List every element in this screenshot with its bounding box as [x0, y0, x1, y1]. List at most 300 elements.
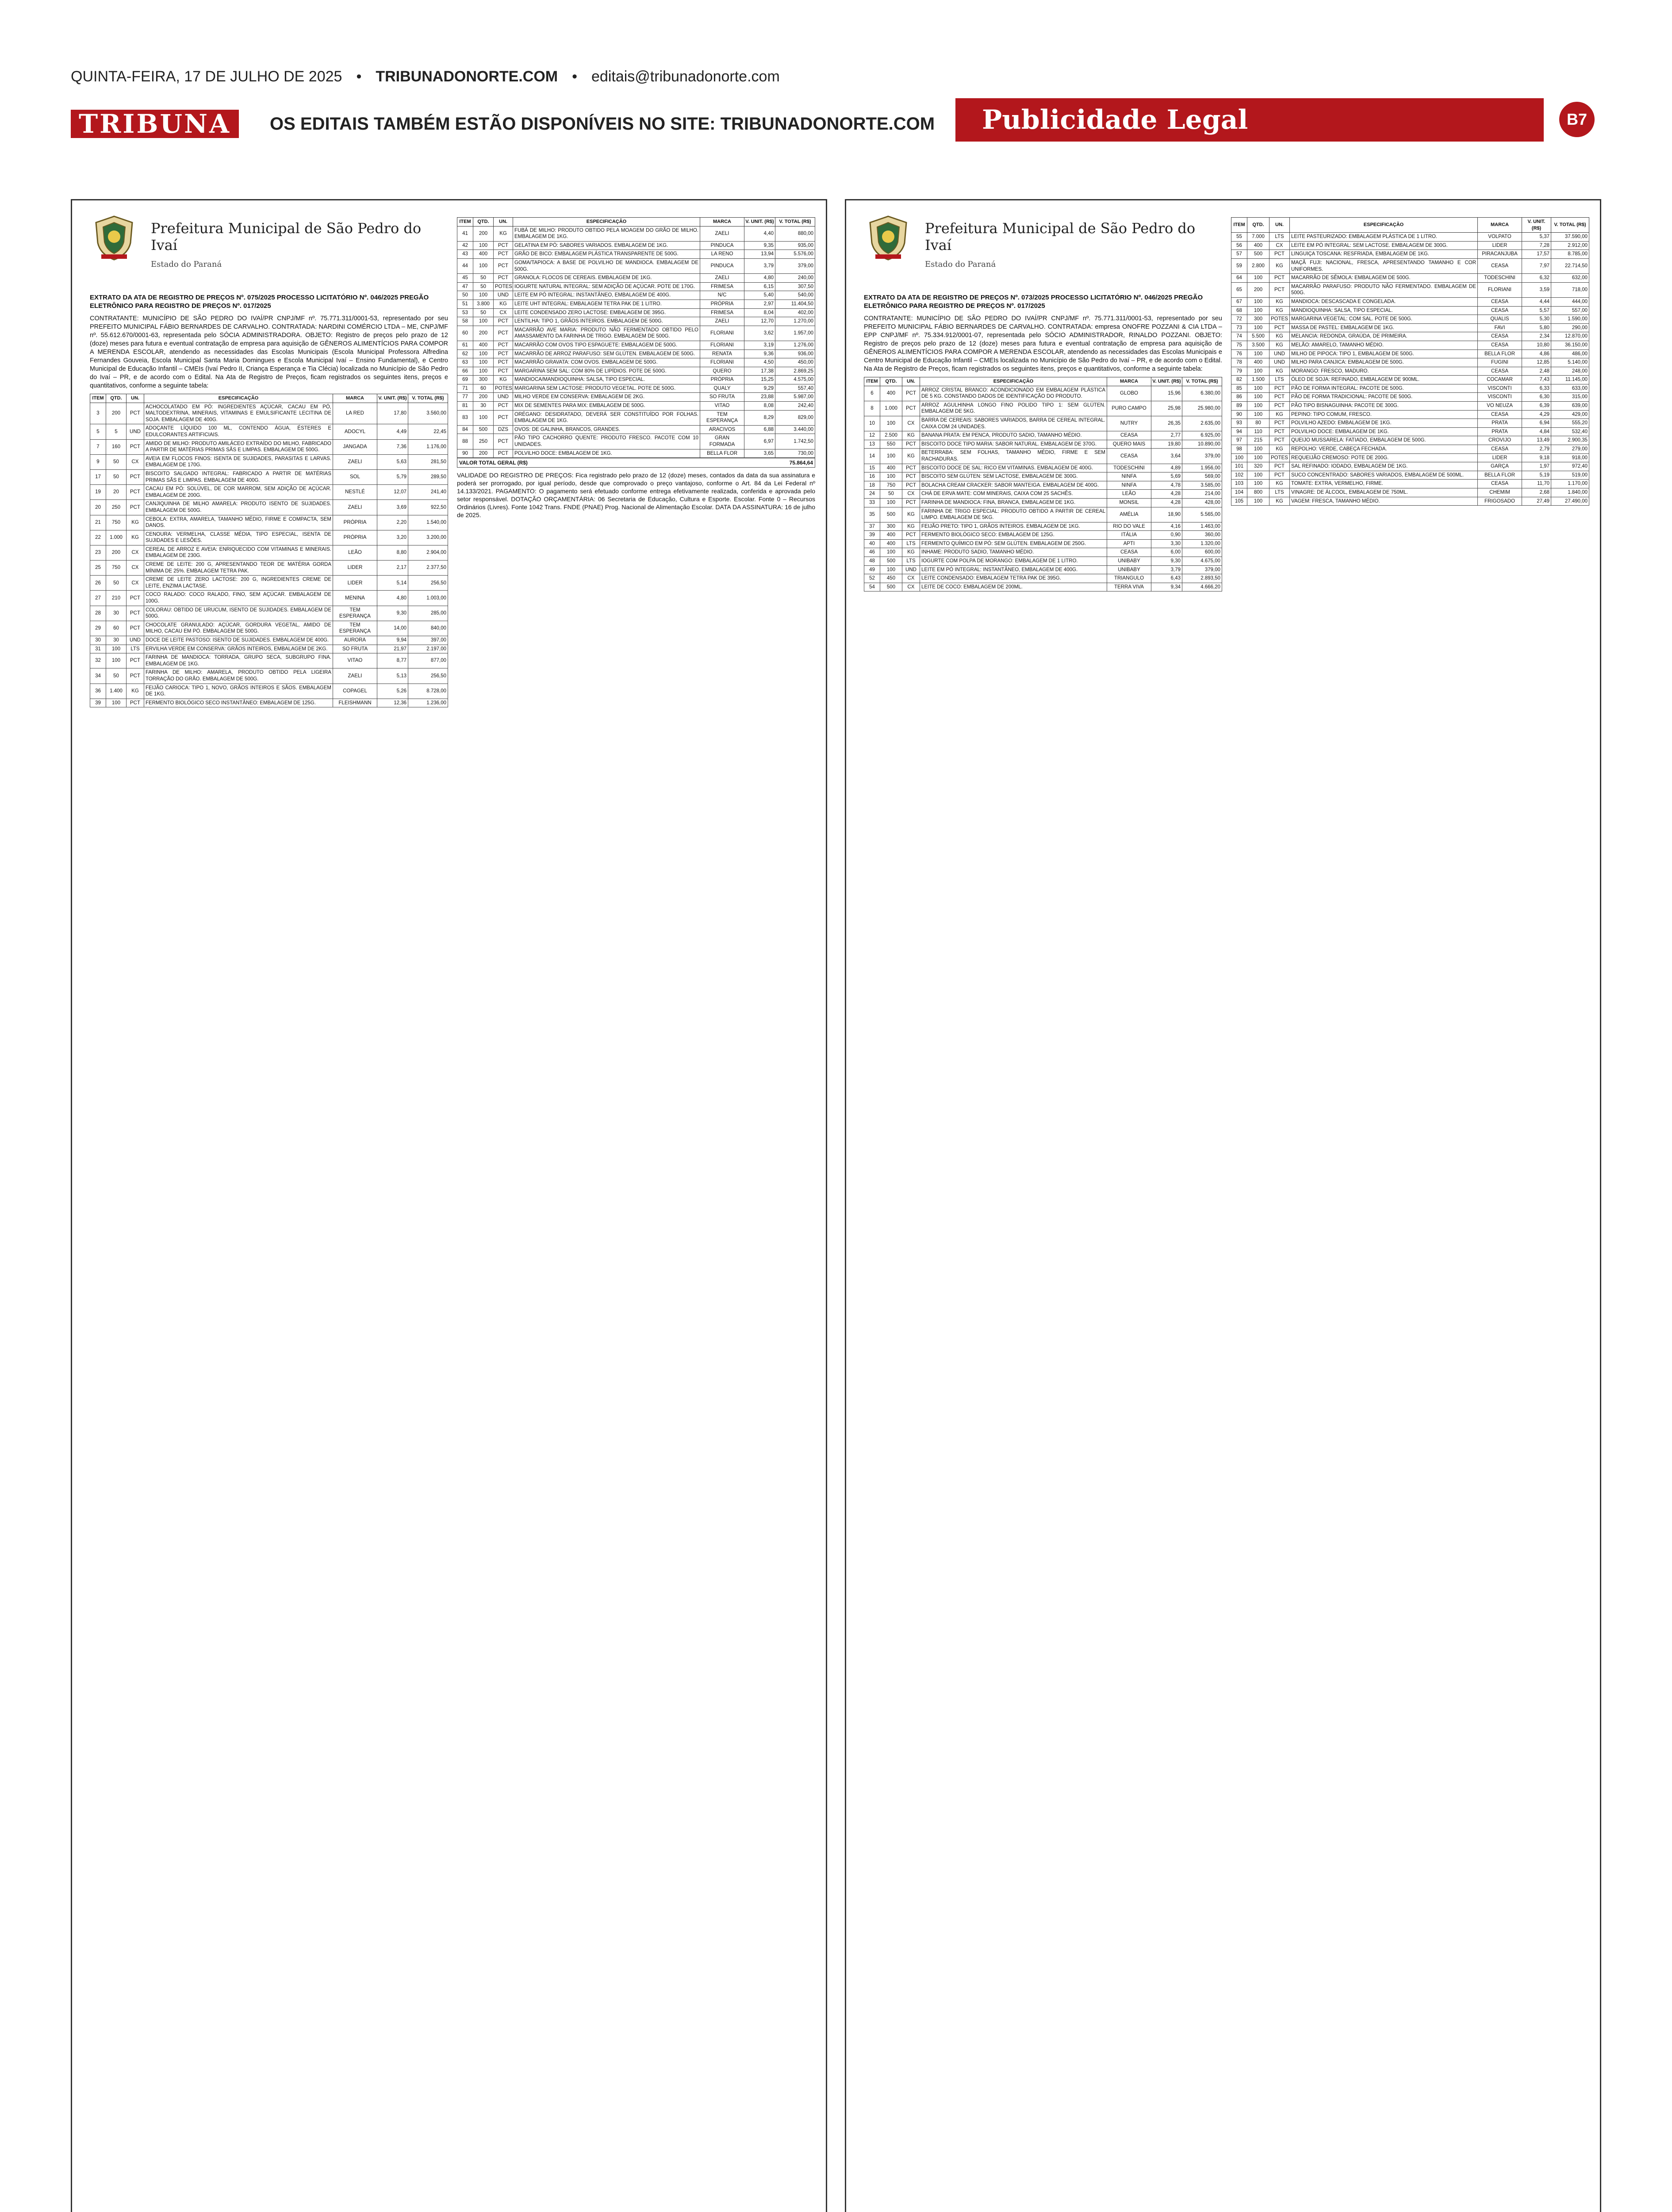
- table-cell: 2.904,00: [408, 545, 448, 560]
- municipal-crest-icon: [864, 214, 913, 262]
- table-cell: 500: [880, 507, 902, 522]
- table-row: [1231, 393, 1589, 402]
- table-row: [864, 565, 1222, 574]
- table-cell: PCT: [494, 367, 513, 376]
- table-cell: CEREAL DE ARROZ E AVEIA: ENRIQUECIDO COM VITAMINAS E MINERAIS. EMBALAGEM DE 230G.: [144, 545, 333, 560]
- table-cell: 37: [864, 522, 880, 531]
- table-cell: 1.170,00: [1551, 480, 1589, 488]
- table-cell: 94: [1231, 427, 1247, 436]
- table-cell: MONSIL: [1107, 498, 1151, 507]
- table-cell: 11,70: [1522, 480, 1551, 488]
- table-cell: LTS: [1269, 233, 1290, 242]
- table-cell: 20: [106, 485, 127, 500]
- table-cell: 33: [864, 498, 880, 507]
- table-cell: 400: [880, 386, 902, 401]
- table-cell: 81: [457, 402, 473, 411]
- table-cell: 27: [90, 591, 106, 606]
- table-cell: GRÃO DE BICO: EMBALAGEM PLÁSTICA TRANSPARENTE DE 500G.: [513, 250, 700, 259]
- table-row: [457, 274, 815, 283]
- table-cell: CEASA: [1107, 449, 1151, 464]
- table-cell: CEASA: [1478, 445, 1522, 454]
- table-cell: 50: [880, 490, 902, 499]
- table-cell: 8,77: [377, 653, 408, 668]
- table-cell: PCT: [494, 449, 513, 458]
- table-cell: 200: [473, 393, 494, 402]
- table-cell: 5.500: [1247, 332, 1269, 341]
- table-cell: 2.893,50: [1182, 574, 1222, 583]
- table-cell: CEASA: [1478, 480, 1522, 488]
- site-link[interactable]: TRIBUNADONORTE.COM: [376, 68, 558, 85]
- table-cell: PCT: [902, 472, 920, 481]
- table-cell: BISCOITO SALGADO INTEGRAL: FABRICADO A PARTIR DE MATÉRIAS PRIMAS SÃS E LIMPAS. EMBALAGEM DE 400G.: [144, 469, 333, 484]
- table-cell: FERMENTO QUÍMICO EM PÓ: SEM GLÚTEN. EMBALAGEM DE 250G.: [920, 539, 1107, 548]
- table-cell: CEBOLA: EXTRA, AMARELA, TAMANHO MÉDIO, FIRME E COMPACTA, SEM DANOS.: [144, 515, 333, 530]
- table-cell: CEASA: [1478, 258, 1522, 273]
- table-row: [90, 636, 448, 645]
- table-cell: PCT: [127, 403, 144, 424]
- table-cell: 27,49: [1522, 497, 1551, 506]
- table-cell: 379,00: [1182, 565, 1222, 574]
- table-cell: 13: [864, 440, 880, 449]
- table-row: [457, 241, 815, 250]
- table-cell: 379,00: [1182, 449, 1222, 464]
- table-cell: 23,88: [744, 393, 775, 402]
- table-header-row: [457, 218, 815, 227]
- table-cell: 19: [90, 485, 106, 500]
- table-cell: UNIBABY: [1107, 565, 1151, 574]
- table-cell: 7,43: [1522, 376, 1551, 384]
- table-cell: COCAMAR: [1478, 376, 1522, 384]
- table-cell: 35: [864, 507, 880, 522]
- table-row: [90, 606, 448, 621]
- table-header-row: [1231, 218, 1589, 233]
- table-cell: 89: [1231, 402, 1247, 411]
- table-cell: 5: [90, 424, 106, 439]
- table-cell: 5.987,00: [775, 393, 815, 402]
- table-cell: 290,00: [1551, 323, 1589, 332]
- table-cell: DZS: [494, 425, 513, 434]
- table-cell: 100: [473, 367, 494, 376]
- org-name: Prefeitura Municipal de São Pedro do Ivaí: [151, 220, 422, 253]
- table-cell: BARRA DE CEREAIS: SABORES VARIADOS, BARRA DE CEREAL INTEGRAL. CAIXA COM 24 UNIDADES.: [920, 416, 1107, 431]
- table-cell: 2.800: [1247, 258, 1269, 273]
- table-cell: REQUEIJÃO CREMOSO: POTE DE 200G.: [1290, 453, 1478, 462]
- table-cell: CREME DE LEITE: 200 G, APRESENTANDO TEOR DE MATÉRIA GORDA MÍNIMA DE 25%. EMBALAGEM TETRA PAK.: [144, 561, 333, 576]
- table-cell: PIRACANJUBA: [1478, 250, 1522, 259]
- table-cell: 1.176,00: [408, 439, 448, 454]
- table-cell: QUEIJO MUSSARELA: FATIADO, EMBALAGEM DE 500G.: [1290, 436, 1478, 445]
- table-cell: 1.590,00: [1551, 315, 1589, 324]
- table-cell: MACARRÃO DE SÊMOLA: EMBALAGEM DE 500G.: [1290, 274, 1478, 283]
- table-cell: 5,13: [377, 668, 408, 684]
- table-row: [864, 531, 1222, 540]
- table-cell: CX: [127, 545, 144, 560]
- table-row: [90, 576, 448, 591]
- table-cell: PCT: [494, 241, 513, 250]
- table-row: [90, 530, 448, 545]
- extract-title: EXTRATO DA ATA DE REGISTRO DE PREÇOS Nº. 075/2025 PROCESSO LICITATÓRIO Nº. 046/2025 PREGÃO ELETRÔNICO PARA REGISTRO DE PREÇOS Nº. 017/2025: [90, 294, 429, 310]
- table-cell: 7,97: [1522, 258, 1551, 273]
- table-cell: 918,00: [1551, 453, 1589, 462]
- table-cell: 100: [106, 653, 127, 668]
- table-cell: QUALY: [700, 384, 744, 393]
- table-cell: 750: [106, 515, 127, 530]
- table-cell: COPAGEL: [333, 684, 377, 699]
- table-row: [457, 358, 815, 367]
- table-cell: 6,30: [1522, 393, 1551, 402]
- table-cell: 3.560,00: [408, 403, 448, 424]
- table-cell: 450,00: [775, 358, 815, 367]
- table-cell: 85: [1231, 384, 1247, 393]
- table-cell: PCT: [127, 699, 144, 707]
- table-cell: 60: [106, 621, 127, 636]
- table-cell: 62: [457, 349, 473, 358]
- table-cell: 53: [457, 308, 473, 317]
- table-cell: GRANOLA: FLOCOS DE CEREAIS. EMBALAGEM DE 1KG.: [513, 274, 700, 283]
- table-row: [1231, 445, 1589, 454]
- table-cell: AMIDO DE MILHO: PRODUTO AMILÁCEO EXTRAÍDO DO MILHO, FABRICADO A PARTIR DE MATÉRIAS PRIMAS SÃS E LIMPAS. EMBALAGEM DE 500G.: [144, 439, 333, 454]
- table-cell: LIDER: [333, 576, 377, 591]
- table-cell: 400: [880, 464, 902, 472]
- table-row: [457, 341, 815, 349]
- table-cell: UND: [127, 424, 144, 439]
- table-cell: RIO DO VALE: [1107, 522, 1151, 531]
- table-cell: BISCOITO DOCE DE SAL: RICO EM VITAMINAS. EMBALAGEM DE 400G.: [920, 464, 1107, 472]
- table-cell: CREME DE LEITE ZERO LACTOSE: 200 G, INGREDIENTES CREME DE LEITE, ENZIMA LACTASE.: [144, 576, 333, 591]
- table-cell: PÃO DE FORMA INTEGRAL: PACOTE DE 500G.: [1290, 384, 1478, 393]
- table-cell: ZAELI: [700, 274, 744, 283]
- table-cell: 3.800: [473, 300, 494, 308]
- table-cell: COCO RALADO: COCO RALADO, FINO, SEM AÇÚCAR. EMBALAGEM DE 100G.: [144, 591, 333, 606]
- table-cell: 2,17: [377, 561, 408, 576]
- table-cell: 12,07: [377, 485, 408, 500]
- table-cell: 15: [864, 464, 880, 472]
- column-header: V. TOTAL (R$): [408, 394, 448, 403]
- table-cell: 82: [1231, 376, 1247, 384]
- table-cell: 1.500: [1247, 376, 1269, 384]
- table-cell: 50: [106, 576, 127, 591]
- table-row: [457, 376, 815, 384]
- table-cell: 4.675,00: [1182, 557, 1222, 566]
- newspaper-logo: TRIBUNA: [71, 110, 239, 138]
- table-cell: 200: [473, 326, 494, 341]
- table-row: [457, 367, 815, 376]
- table-cell: 444,00: [1551, 297, 1589, 306]
- table-cell: 76: [1231, 349, 1247, 358]
- table-cell: 8,29: [744, 410, 775, 425]
- table-cell: 50: [106, 469, 127, 484]
- table-cell: 400: [473, 250, 494, 259]
- table-cell: 9: [90, 454, 106, 469]
- table-row: [1231, 453, 1589, 462]
- table-cell: FARINHA DE MANDIOCA: FINA, BRANCA, EMBALAGEM DE 1KG.: [920, 498, 1107, 507]
- table-cell: 3,20: [377, 530, 408, 545]
- table-cell: 100: [473, 358, 494, 367]
- table-cell: 58: [457, 317, 473, 326]
- table-cell: FUGINI: [1478, 358, 1522, 367]
- masthead: QUINTA-FEIRA, 17 DE JULHO DE 2025 • TRIBUNADONORTE.COM • editais@tribunadonorte.com: [71, 68, 780, 85]
- table-cell: NINFA: [1107, 472, 1151, 481]
- table-cell: 7: [90, 439, 106, 454]
- column-header: QTD.: [1247, 218, 1269, 233]
- table-cell: 17: [90, 469, 106, 484]
- table-cell: 71: [457, 384, 473, 393]
- table-cell: FLORIANI: [700, 358, 744, 367]
- table-row: [90, 561, 448, 576]
- table-cell: 48: [864, 557, 880, 566]
- table-cell: 5.140,00: [1551, 358, 1589, 367]
- table-cell: 281,50: [408, 454, 448, 469]
- table-cell: KG: [494, 376, 513, 384]
- table-cell: 2.377,50: [408, 561, 448, 576]
- table-cell: PCT: [902, 498, 920, 507]
- table-cell: 100: [473, 241, 494, 250]
- table-cell: QUALIS: [1478, 315, 1522, 324]
- table-cell: 93: [1231, 419, 1247, 428]
- table-cell: 4,28: [1151, 498, 1182, 507]
- table-cell: 8: [864, 401, 880, 416]
- table-cell: 379,00: [775, 258, 815, 273]
- table-cell: 1.000: [106, 530, 127, 545]
- table-cell: 12.870,00: [1551, 332, 1589, 341]
- extract-body: CONTRATANTE: MUNICÍPIO DE SÃO PEDRO DO IVAÍ/PR CNPJ/MF nº. 75.771.311/0001-53, representado por seu PREFEITO MUNICIPAL FÁBIO BERNARDES DE CARVALHO. CONTRATADA: empresa ONOFRE POZZANI & CIA LTDA – EPP CNPJ/MF nº. 75.334.912/0001-07, representada pelo SÓCIO ADMINISTRADOR, RINALDO POZZANI. OBJETO: Registro de preços pelo prazo de 12 (doze) meses para futura e eventual contratação de empresa para aquisição de GÊNEROS ALIMENTÍCIOS PARA COMPOR A MERENDA ESCOLAR, atendendo as necessidades das Escolas Municipais e Centro Municipal de Educação Infantil – CMEIs localizada no Município de São Pedro do Ivaí – PR, e de acordo com o Edital. Na Ata de Registro de Preços, ficam registrados os seguintes itens, preços e quantitativos, conforme a seguinte tabela:: [864, 315, 1222, 373]
- table-cell: 6,39: [1522, 402, 1551, 411]
- table-cell: 3.200,00: [408, 530, 448, 545]
- table-cell: 3,79: [1151, 565, 1182, 574]
- table-cell: FRIMESA: [700, 308, 744, 317]
- table-cell: MACARRÃO GRAVATA: COM OVOS. EMBALAGEM DE 500G.: [513, 358, 700, 367]
- table-cell: LTS: [127, 645, 144, 653]
- table-cell: 100: [1247, 323, 1269, 332]
- table-cell: 3,69: [377, 500, 408, 515]
- table-cell: PCT: [127, 668, 144, 684]
- table-cell: SO FRUTA: [333, 645, 377, 653]
- table-cell: CX: [1269, 241, 1290, 250]
- table-cell: KG: [1269, 480, 1290, 488]
- table-cell: FUBÁ DE MILHO: PRODUTO OBTIDO PELA MOAGEM DO GRÃO DE MILHO. EMBALAGEM DE 1KG.: [513, 226, 700, 241]
- table-cell: CEASA: [1478, 297, 1522, 306]
- table-cell: 84: [457, 425, 473, 434]
- table-cell: 500: [880, 557, 902, 566]
- table-row: [457, 258, 815, 273]
- table-cell: LENTILHA: TIPO 1, GRÃOS INTEIROS. EMBALAGEM DE 500G.: [513, 317, 700, 326]
- table-cell: PÃO DE FORMA TRADICIONAL: PACOTE DE 500G.: [1290, 393, 1478, 402]
- org-header: [90, 214, 448, 280]
- table-cell: CEASA: [1478, 332, 1522, 341]
- table-cell: 27.490,00: [1551, 497, 1589, 506]
- table-cell: 44: [457, 258, 473, 273]
- table-cell: 256,50: [408, 668, 448, 684]
- table-cell: 5,30: [1522, 315, 1551, 324]
- table-cell: 214,00: [1182, 490, 1222, 499]
- table-cell: PCT: [494, 434, 513, 449]
- table-cell: 300: [473, 376, 494, 384]
- table-cell: MACARRÃO DE ARROZ PARAFUSO: SEM GLÚTEN. EMBALAGEM DE 500G.: [513, 349, 700, 358]
- table-cell: 100: [1231, 453, 1247, 462]
- table-cell: 428,00: [1182, 498, 1222, 507]
- table-row: [1231, 332, 1589, 341]
- table-cell: FEIJÃO CARIOCA: TIPO 1, NOVO, GRÃOS INTEIROS E SÃOS. EMBALAGEM DE 1KG.: [144, 684, 333, 699]
- items-table: [90, 394, 448, 707]
- table-cell: FEIJÃO PRETO: TIPO 1, GRÃOS INTEIROS. EMBALAGEM DE 1KG.: [920, 522, 1107, 531]
- table-row: [90, 454, 448, 469]
- table-row: [864, 431, 1222, 440]
- column-header: QTD.: [106, 394, 127, 403]
- table-cell: FARINHA DE MANDIOCA: TORRADA, GRUPO SECA, SUBGRUPO FINA. EMBALAGEM DE 1KG.: [144, 653, 333, 668]
- table-cell: POTES: [1269, 315, 1290, 324]
- table-cell: KG: [1269, 306, 1290, 315]
- column-header: V. TOTAL (R$): [1551, 218, 1589, 233]
- table-cell: 450: [880, 574, 902, 583]
- table-cell: AMÉLIA: [1107, 507, 1151, 522]
- table-cell: 17,38: [744, 367, 775, 376]
- table-cell: 877,00: [408, 653, 448, 668]
- table-cell: 12,70: [744, 317, 775, 326]
- table-cell: MANDIOCA/MANDIOQUINHA: SALSA, TIPO ESPECIAL.: [513, 376, 700, 384]
- table-row: [90, 653, 448, 668]
- table-row: [864, 386, 1222, 401]
- notice-column-3: [864, 214, 1222, 2212]
- table-cell: 936,00: [775, 349, 815, 358]
- column-header: V. TOTAL (R$): [1182, 377, 1222, 386]
- table-cell: 30: [106, 636, 127, 645]
- table-cell: 12,85: [1522, 358, 1551, 367]
- table-cell: COLORAU: OBTIDO DE URUCUM, ISENTO DE SUJIDADES. EMBALAGEM DE 500G.: [144, 606, 333, 621]
- table-cell: PCT: [127, 469, 144, 484]
- table-cell: PCT: [1269, 250, 1290, 259]
- table-cell: 429,00: [1551, 410, 1589, 419]
- email-link[interactable]: editais@tribunadonorte.com: [591, 68, 780, 85]
- column-header: MARCA: [333, 394, 377, 403]
- table-cell: 19,80: [1151, 440, 1182, 449]
- table-cell: 110: [1247, 427, 1269, 436]
- table-cell: FERMENTO BIOLÓGICO SECO: EMBALAGEM DE 125G.: [920, 531, 1107, 540]
- table-cell: KG: [902, 507, 920, 522]
- table-cell: 105: [1231, 497, 1247, 506]
- table-cell: UND: [127, 636, 144, 645]
- table-cell: LEITE EM PÓ INTEGRAL: INSTANTÂNEO, EMBALAGEM DE 400G.: [920, 565, 1107, 574]
- table-cell: NUTRY: [1107, 416, 1151, 431]
- table-cell: 2,68: [1522, 488, 1551, 497]
- table-cell: 5,26: [377, 684, 408, 699]
- table-cell: 63: [457, 358, 473, 367]
- table-cell: 100: [1247, 445, 1269, 454]
- table-cell: 9,94: [377, 636, 408, 645]
- table-cell: BANANA PRATA: EM PENCA, PRODUTO SADIO, TAMANHO MÉDIO.: [920, 431, 1107, 440]
- table-cell: 39: [864, 531, 880, 540]
- table-row: [864, 490, 1222, 499]
- table-cell: 2,97: [744, 300, 775, 308]
- table-cell: DOCE DE LEITE PASTOSO: ISENTO DE SUJIDADES. EMBALAGEM DE 400G.: [144, 636, 333, 645]
- table-cell: 12,36: [377, 699, 408, 707]
- table-cell: 5,14: [377, 576, 408, 591]
- table-cell: 103: [1231, 480, 1247, 488]
- table-cell: IOGURTE NATURAL INTEGRAL: SEM ADIÇÃO DE AÇÚCAR. POTE DE 170G.: [513, 282, 700, 291]
- table-cell: PCT: [494, 410, 513, 425]
- table-cell: 300: [1247, 315, 1269, 324]
- table-cell: PCT: [494, 349, 513, 358]
- table-cell: 60: [473, 384, 494, 393]
- table-cell: 14,00: [377, 621, 408, 636]
- table-cell: 100: [106, 645, 127, 653]
- table-cell: 2.869,25: [775, 367, 815, 376]
- table-cell: CROVIJO: [1478, 436, 1522, 445]
- table-cell: 557,00: [1551, 306, 1589, 315]
- table-cell: PCT: [494, 274, 513, 283]
- table-cell: RENATA: [700, 349, 744, 358]
- table-cell: 1.463,00: [1182, 522, 1222, 531]
- table-cell: MIX DE SEMENTES PARA MIX: EMBALAGEM DE 500G.: [513, 402, 700, 411]
- table-cell: MARGARINA SEM SAL: COM 80% DE LIPÍDIOS. POTE DE 500G.: [513, 367, 700, 376]
- table-cell: 36: [90, 684, 106, 699]
- table-cell: PCT: [494, 402, 513, 411]
- table-row: [1231, 480, 1589, 488]
- table-cell: 2,77: [1151, 431, 1182, 440]
- table-cell: 100: [1247, 410, 1269, 419]
- table-cell: 215: [1247, 436, 1269, 445]
- table-row: [457, 226, 815, 241]
- table-cell: UND: [902, 565, 920, 574]
- table-row: [457, 349, 815, 358]
- table-cell: BELLA FLOR: [1478, 349, 1522, 358]
- table-cell: 100: [880, 565, 902, 574]
- table-cell: 1.236,00: [408, 699, 448, 707]
- table-cell: 5: [106, 424, 127, 439]
- table-cell: 10.890,00: [1182, 440, 1222, 449]
- table-cell: 922,50: [408, 500, 448, 515]
- table-cell: 83: [457, 410, 473, 425]
- table-cell: PCT: [902, 440, 920, 449]
- table-cell: 840,00: [408, 621, 448, 636]
- table-cell: 320: [1247, 462, 1269, 471]
- table-cell: 4.575,00: [775, 376, 815, 384]
- table-cell: VAGEM: FRESCA, TAMANHO MÉDIO.: [1290, 497, 1478, 506]
- table-row: [1231, 497, 1589, 506]
- table-cell: JANGADA: [333, 439, 377, 454]
- column-header: ESPECIFICAÇÃO: [513, 218, 700, 227]
- table-cell: 569,00: [1182, 472, 1222, 481]
- table-cell: TEM ESPERANÇA: [700, 410, 744, 425]
- table-cell: 69: [457, 376, 473, 384]
- table-cell: 50: [473, 274, 494, 283]
- table-cell: ÓLEO DE SOJA: REFINADO, EMBALAGEM DE 900ML.: [1290, 376, 1478, 384]
- table-cell: KG: [127, 684, 144, 699]
- legal-notice-left: [71, 199, 827, 2212]
- table-cell: 50: [473, 282, 494, 291]
- table-cell: FRIMESA: [700, 282, 744, 291]
- table-cell: 600,00: [1182, 548, 1222, 557]
- table-row: [1231, 282, 1589, 297]
- table-cell: CACAU EM PÓ: SOLÚVEL, DE COR MARROM, SEM ADIÇÃO DE AÇÚCAR. EMBALAGEM DE 200G.: [144, 485, 333, 500]
- table-cell: 6,43: [1151, 574, 1182, 583]
- table-cell: NINFA: [1107, 481, 1151, 490]
- table-cell: 52: [864, 574, 880, 583]
- table-cell: FERMENTO BIOLÓGICO SECO INSTANTÂNEO: EMBALAGEM DE 125G.: [144, 699, 333, 707]
- table-row: [1231, 462, 1589, 471]
- table-cell: 100: [1247, 480, 1269, 488]
- table-cell: 4,80: [377, 591, 408, 606]
- table-cell: 200: [473, 226, 494, 241]
- table-cell: 3,64: [1151, 449, 1182, 464]
- table-cell: 59: [1231, 258, 1247, 273]
- table-cell: 2.500: [880, 431, 902, 440]
- table-cell: 88: [457, 434, 473, 449]
- table-cell: LEITE EM PÓ INTEGRAL: INSTANTÂNEO, EMBALAGEM DE 400G.: [513, 291, 700, 300]
- column-header: UN.: [127, 394, 144, 403]
- table-cell: 4,28: [1151, 490, 1182, 499]
- table-cell: 7.000: [1247, 233, 1269, 242]
- notice-column-2: [457, 214, 815, 2212]
